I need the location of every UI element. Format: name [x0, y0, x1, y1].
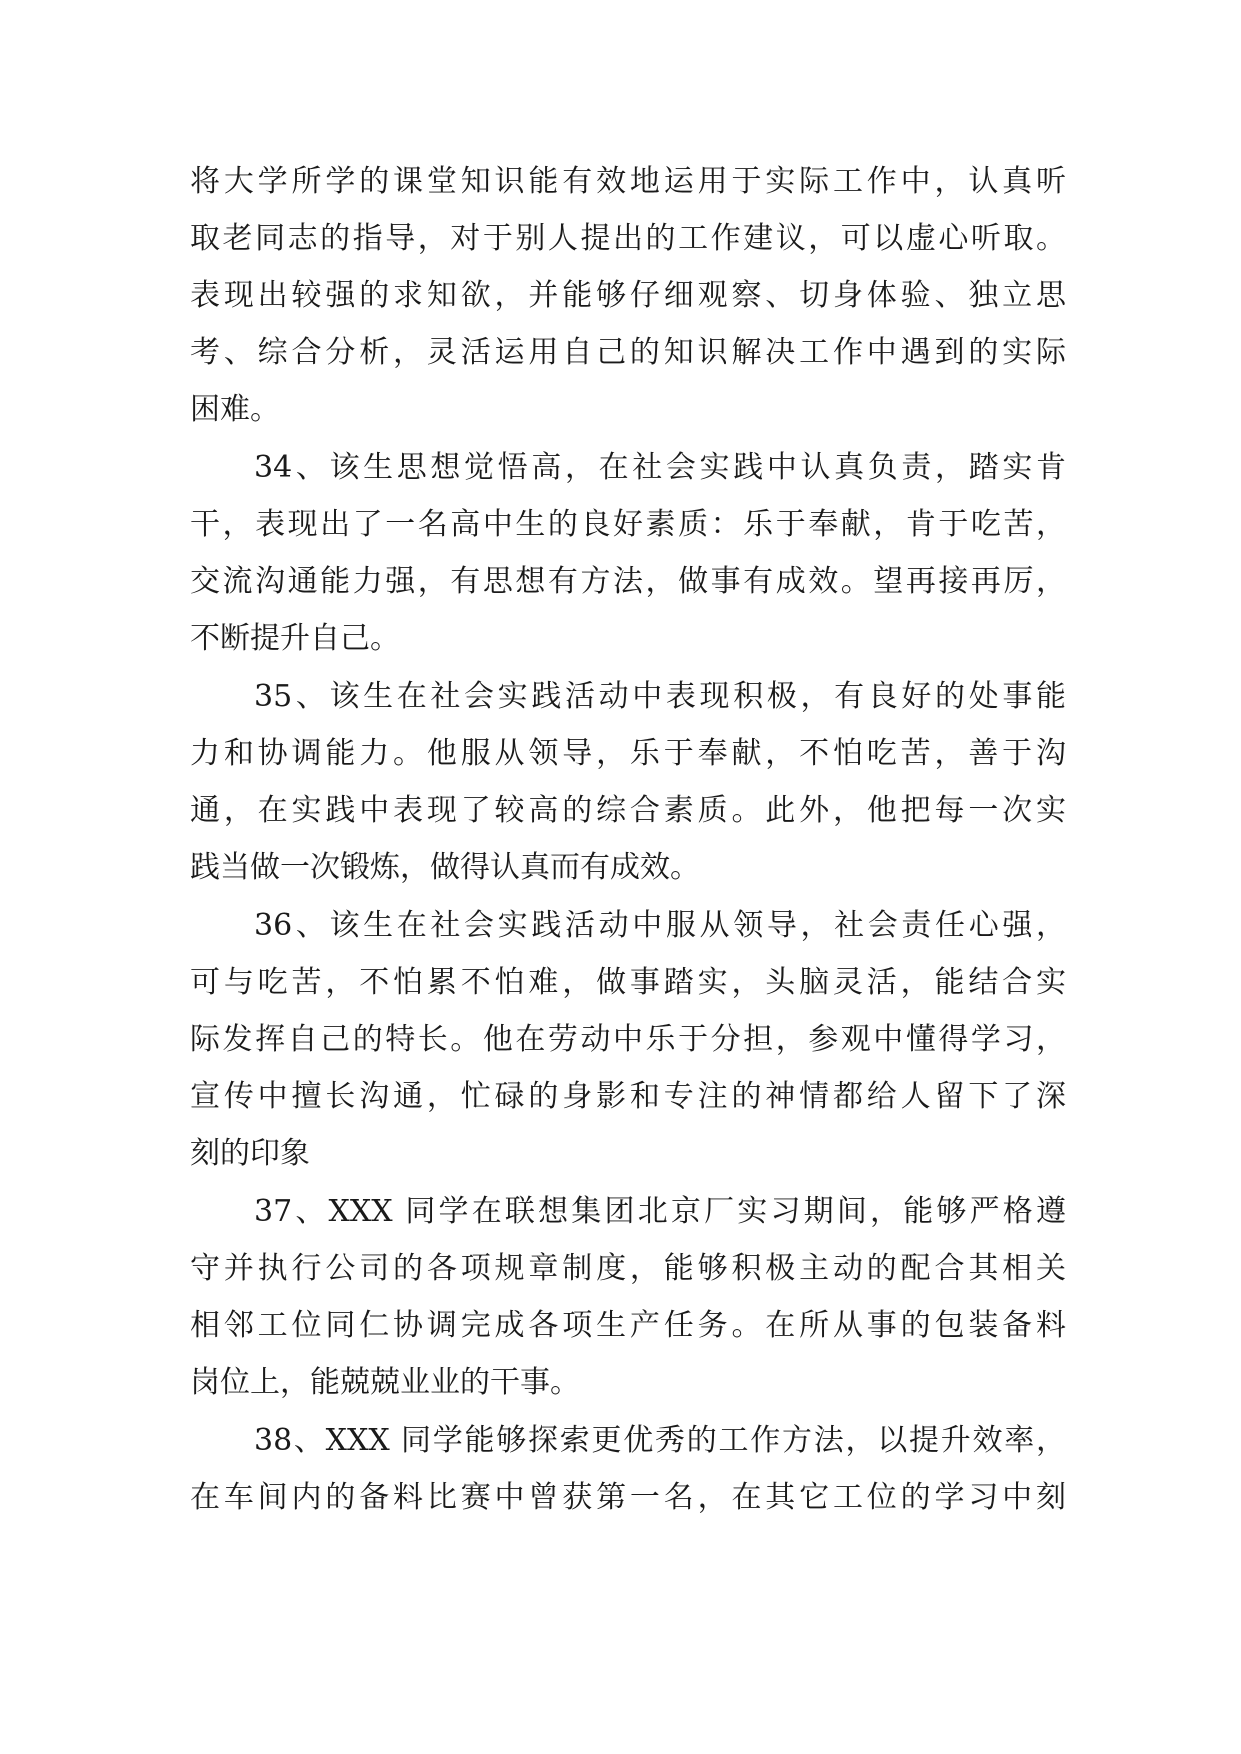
text-line: 困难。	[190, 392, 280, 427]
paragraph-36-start: 36、该生在社会实践活动中服从领导，社会责任心强，	[254, 908, 1066, 943]
text-line: 取老同志的指导，对于别人提出的工作建议，可以虚心听取。	[190, 221, 1066, 256]
text-line: 宣传中擅长沟通，忙碌的身影和专注的神情都给人留下了深	[190, 1079, 1066, 1114]
paragraph-35-start: 35、该生在社会实践活动中表现积极，有良好的处事能	[254, 679, 1066, 714]
paragraph-38-start: 38、XXX 同学能够探索更优秀的工作方法，以提升效率，	[254, 1423, 1066, 1458]
text-line: 岗位上，能兢兢业业的干事。	[190, 1365, 580, 1400]
text-line: 践当做一次锻炼，做得认真而有成效。	[190, 850, 700, 885]
text-line: 表现出较强的求知欲，并能够仔细观察、切身体验、独立思	[190, 278, 1066, 313]
text-line: 可与吃苦，不怕累不怕难，做事踏实，头脑灵活，能结合实	[190, 965, 1066, 1000]
text-line: 刻的印象	[190, 1136, 310, 1171]
text-line: 考、综合分析，灵活运用自己的知识解决工作中遇到的实际	[190, 335, 1066, 370]
text-line: 通，在实践中表现了较高的综合素质。此外，他把每一次实	[190, 793, 1066, 828]
text-line: 干，表现出了一名高中生的良好素质：乐于奉献，肯于吃苦，	[190, 507, 1066, 542]
paragraph-37-start: 37、XXX 同学在联想集团北京厂实习期间，能够严格遵	[254, 1194, 1066, 1229]
text-line: 不断提升自己。	[190, 621, 400, 656]
text-line: 相邻工位同仁协调完成各项生产任务。在所从事的包装备料	[190, 1308, 1066, 1343]
text-line: 交流沟通能力强，有思想有方法，做事有成效。望再接再厉，	[190, 564, 1066, 599]
text-line: 力和协调能力。他服从领导，乐于奉献，不怕吃苦，善于沟	[190, 736, 1066, 771]
text-line: 守并执行公司的各项规章制度，能够积极主动的配合其相关	[190, 1251, 1066, 1286]
paragraph-34-start: 34、该生思想觉悟高，在社会实践中认真负责，踏实肯	[254, 450, 1066, 485]
text-line: 将大学所学的课堂知识能有效地运用于实际工作中，认真听	[190, 164, 1066, 199]
text-line: 际发挥自己的特长。他在劳动中乐于分担，参观中懂得学习，	[190, 1022, 1066, 1057]
text-line: 在车间内的备料比赛中曾获第一名，在其它工位的学习中刻	[190, 1480, 1066, 1515]
